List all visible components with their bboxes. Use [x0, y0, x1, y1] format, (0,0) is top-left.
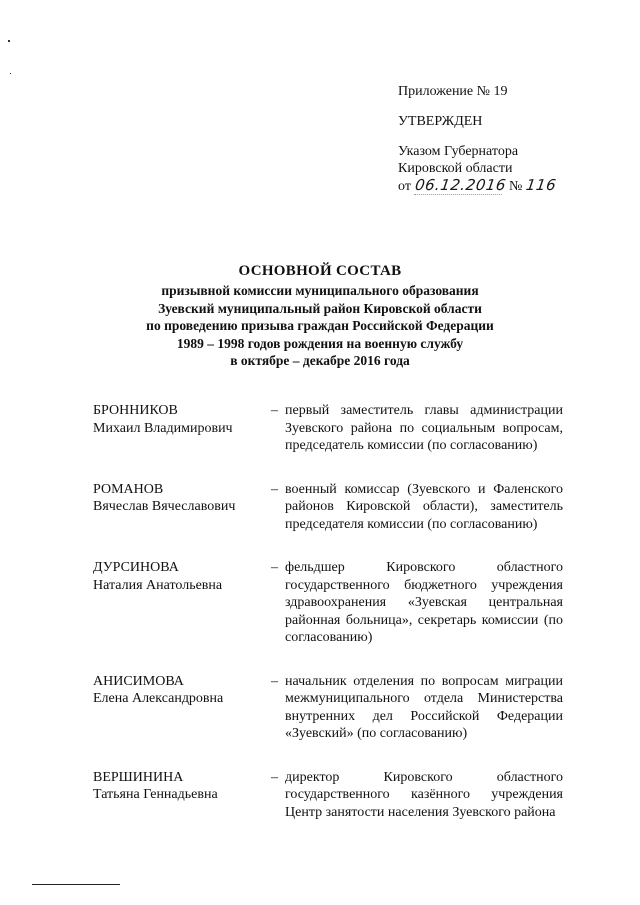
- member-given-name: Вячеслав Вячеславович: [93, 499, 236, 514]
- member-row: [93, 769, 563, 822]
- member-given-name: Татьяна Геннадьевна: [93, 787, 218, 802]
- member-role: военный комиссар (Зуевского и Фаленского районов Кировской области), заместитель председателя комиссии (по согласованию): [285, 481, 563, 532]
- handwritten-date: 06.12.2016: [413, 176, 508, 194]
- member-role: первый заместитель главы администрации Зуевского района по социальным вопросам, председатель комиссии (по согласованию): [285, 403, 563, 453]
- member-row: [93, 402, 563, 455]
- member-given-name: Елена Александровна: [93, 691, 224, 706]
- member-row: [93, 559, 563, 647]
- member-surname: БРОННИКОВ: [93, 403, 178, 418]
- title-line: по проведению призыва граждан Российской Федерации: [146, 318, 494, 333]
- member-name: [93, 402, 271, 437]
- appendix-label: Приложение № 19: [398, 84, 508, 99]
- handwritten-number: 116: [525, 176, 558, 194]
- approval-header: [398, 83, 618, 195]
- footer-rule: [32, 884, 120, 885]
- dash-separator: –: [271, 481, 278, 497]
- dash-separator: –: [271, 403, 278, 418]
- member-surname: РОМАНОВ: [93, 481, 164, 497]
- member-name: [93, 673, 271, 708]
- title-line: призывной комиссии муниципального образования: [161, 283, 479, 298]
- decree-date-number: [398, 177, 618, 195]
- member-role: директор Кировского областного государственного казённого учреждения Центр занятости населения Зуевского района: [285, 769, 563, 820]
- title-line: в октябре – декабре 2016 года: [230, 353, 410, 368]
- member-surname: АНИСИМОВА: [93, 673, 184, 689]
- approved-label: УТВЕРЖДЕН: [398, 114, 483, 129]
- member-name: [93, 481, 271, 516]
- member-surname: ДУРСИНОВА: [93, 560, 179, 575]
- title-main: ОСНОВНОЙ СОСТАВ: [238, 263, 402, 279]
- member-name: [93, 559, 271, 594]
- from-label: от: [398, 179, 411, 194]
- number-label: №: [508, 179, 523, 194]
- dash-separator: –: [271, 560, 278, 575]
- decree-line-2: Кировской области: [398, 161, 513, 176]
- member-role: начальник отделения по вопросам миграции межмуниципального отдела Министерства внутренних дел Российской Федерации «Зуевский» (по согласованию): [285, 673, 563, 741]
- member-row: [93, 481, 563, 534]
- member-row: [93, 673, 563, 743]
- scan-speck: [8, 40, 10, 42]
- member-role: фельдшер Кировского областного государственного бюджетного учреждения здравоохранения «Зуевская центральная районная больница», секретарь комиссии (по согласованию): [285, 560, 563, 645]
- scan-speck: [10, 73, 11, 74]
- dash-separator: –: [271, 673, 278, 689]
- dash-separator: –: [271, 769, 278, 785]
- commission-members-list: [93, 402, 563, 821]
- member-given-name: Михаил Владимирович: [93, 420, 233, 436]
- member-given-name: Наталия Анатольевна: [93, 577, 223, 593]
- member-surname: ВЕРШИНИНА: [93, 769, 184, 785]
- title-line: Зуевский муниципальный район Кировской области: [158, 300, 482, 316]
- decree-line-1: Указом Губернатора: [398, 144, 519, 159]
- document-title: [0, 262, 640, 370]
- title-line: 1989 – 1998 годов рождения на военную службу: [176, 335, 464, 351]
- member-name: [93, 769, 271, 804]
